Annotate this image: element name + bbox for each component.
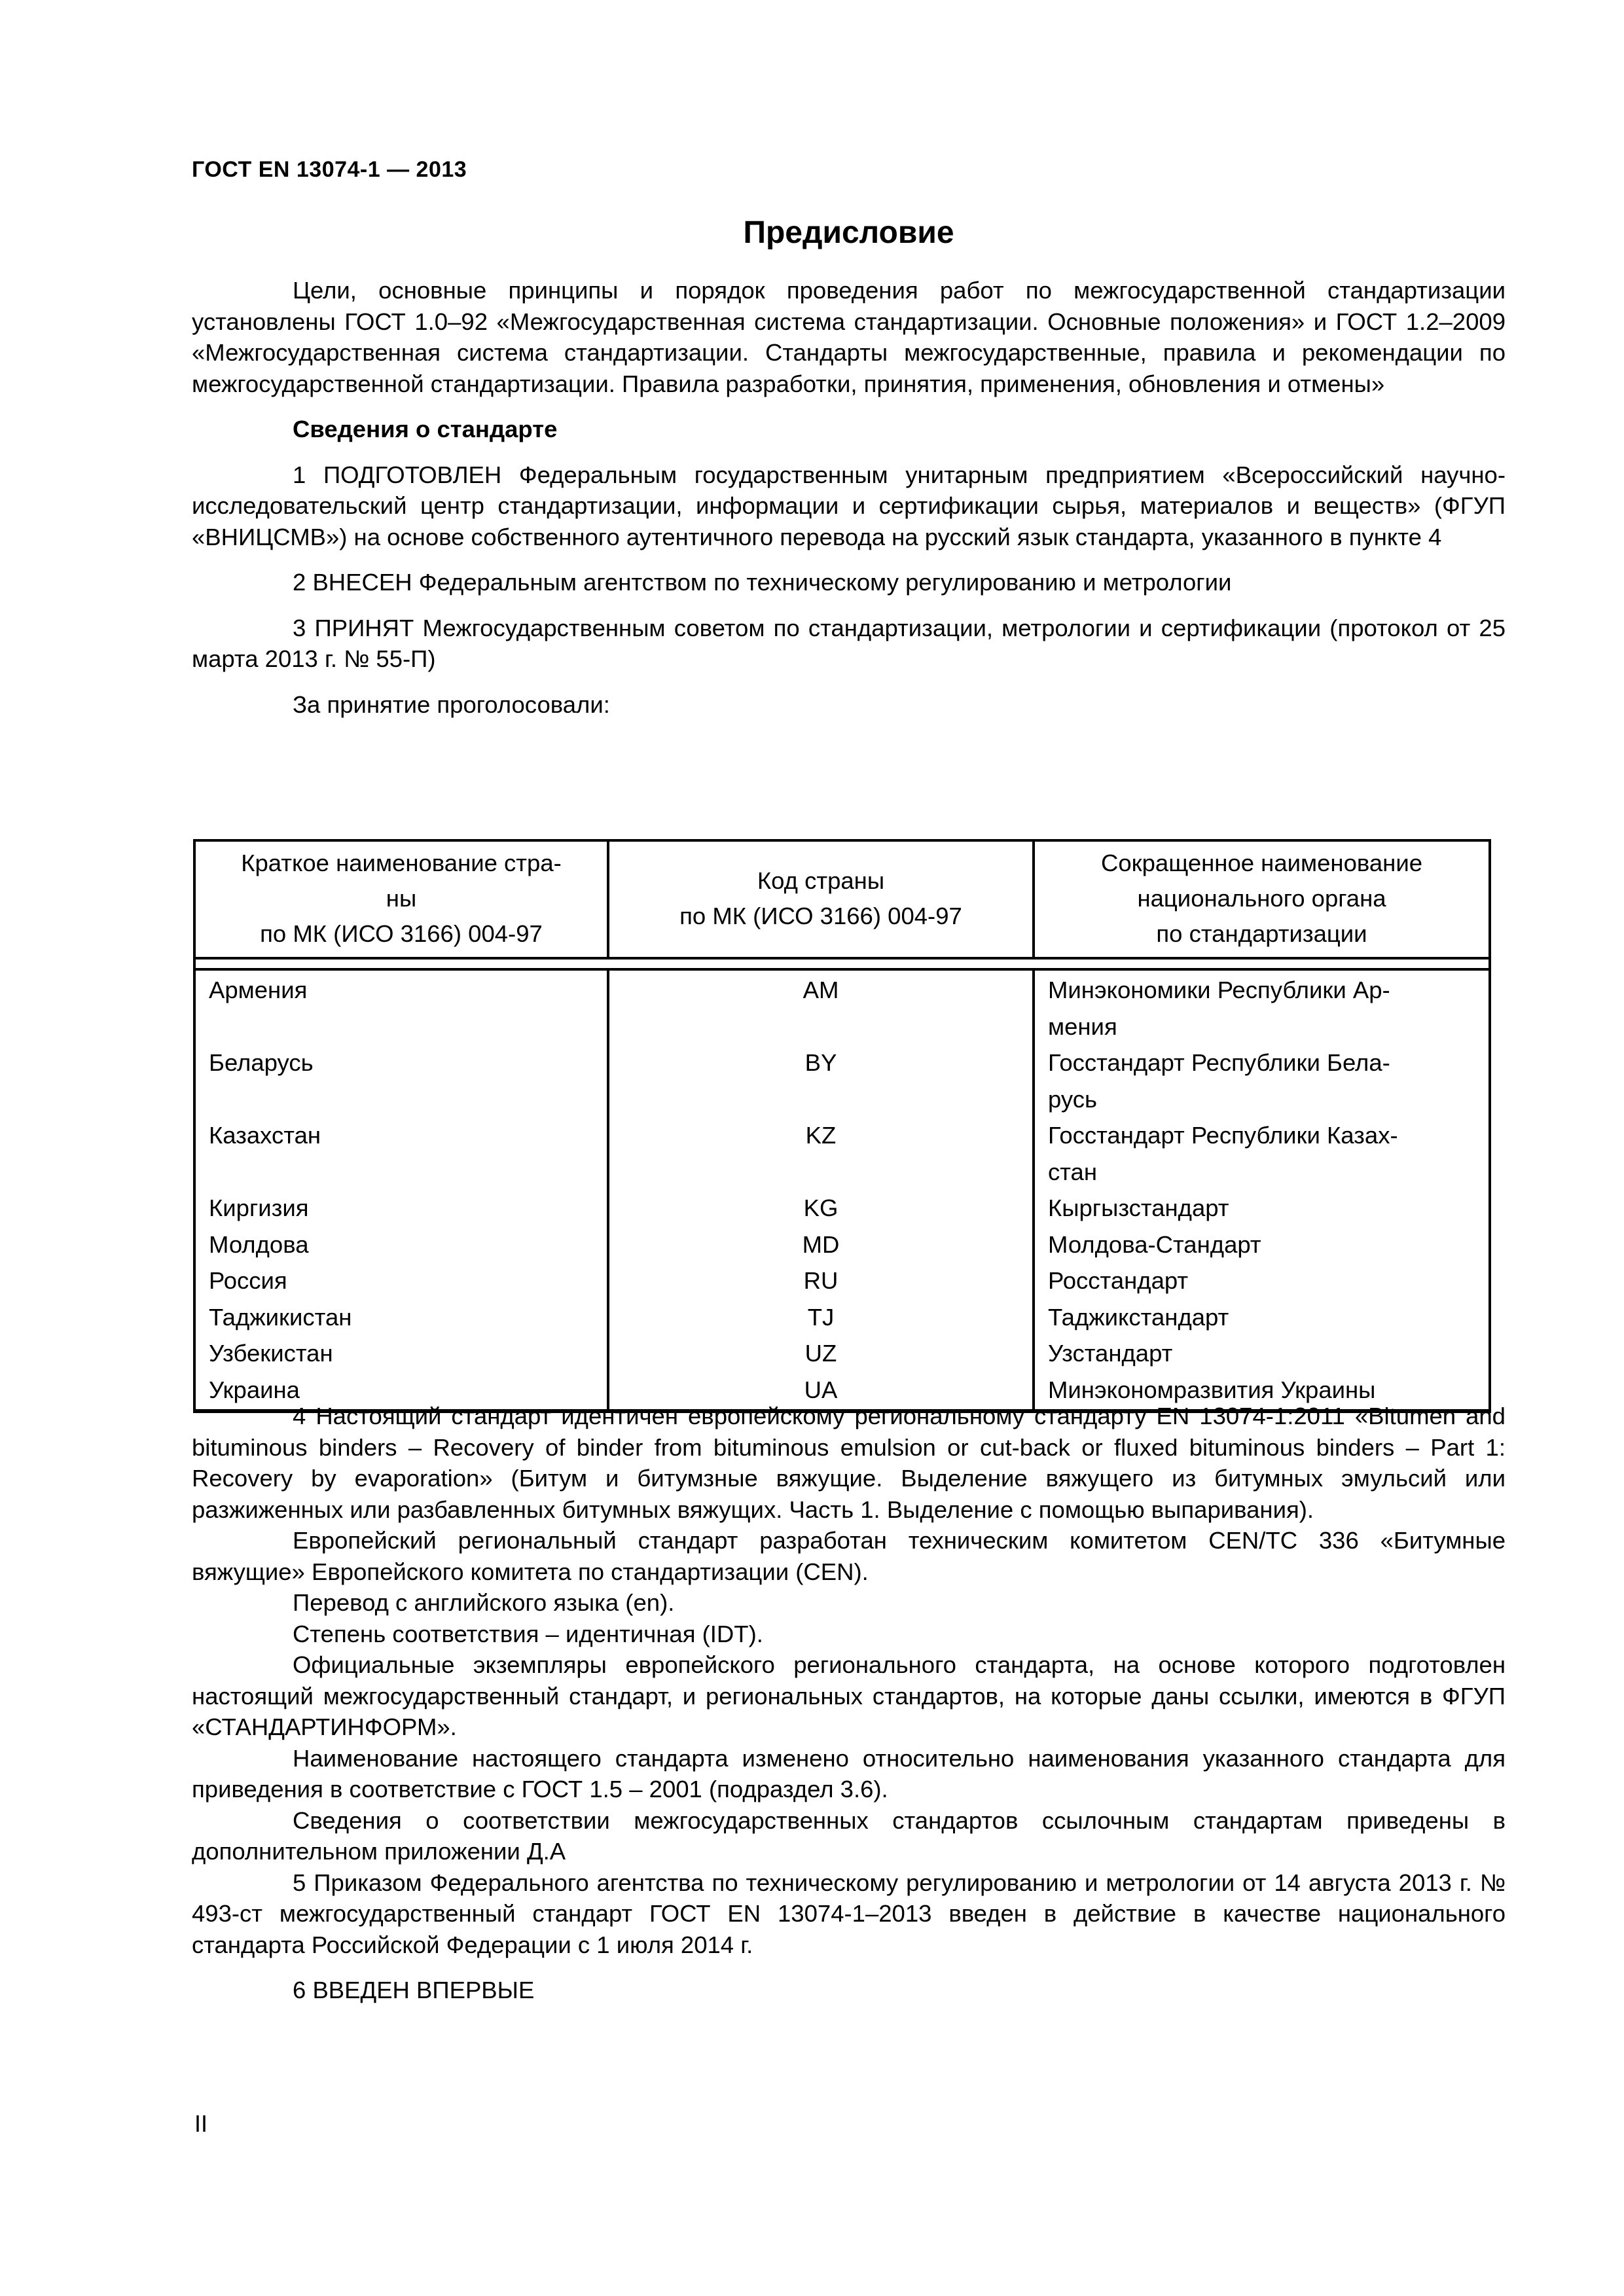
table-row [194,1045,1490,1117]
table-row [194,1190,1490,1227]
voting-table [193,839,1491,1413]
cell-org: Минэкономразвития Украины [1034,1372,1490,1412]
voted-label: За принятие проголосовали: [293,691,610,718]
table-row [194,1117,1490,1190]
committee-paragraph: Европейский региональный стандарт разработан техническим комитетом CEN/TC 336 «Битумные вяжущие» Европейского комитета по стандартизации (CEN). [192,1527,1506,1585]
cell-org: Госстандарт Республики Казах- стан [1034,1117,1490,1190]
cell-code: TJ [608,1299,1034,1336]
table-row [194,969,1490,1045]
table-row [194,1299,1490,1336]
conformity-paragraph: Степень соответствия – идентичная (IDT). [293,1620,763,1647]
cell-code: AM [608,969,1034,1045]
cell-code: BY [608,1045,1034,1117]
table-header-row [194,840,1490,958]
cell-code: KG [608,1190,1034,1227]
item-6-introduced: 6 ВВЕДЕН ВПЕРВЫЕ [293,1977,535,2003]
item-3-adopted: 3 ПРИНЯТ Межгосударственным советом по стандартизации, метрологии и сертификации (протокол от 25 марта 2013 г. № 55-П) [192,614,1506,672]
document-code-header: ГОСТ EN 13074-1 — 2013 [192,157,467,182]
header-double-rule [194,958,1490,969]
header-country-code: Код страны по МК (ИСО 3166) 004-97 [608,840,1034,958]
voting-table-container [193,839,1489,1413]
standard-info-heading: Сведения о стандарте [293,416,558,442]
section-4-block [192,1401,1506,2006]
cell-org: Кыргызстандарт [1034,1190,1490,1227]
translation-paragraph: Перевод с английского языка (en). [293,1589,675,1616]
cell-country: Казахстан [194,1117,608,1190]
page-number: II [194,2110,208,2137]
page-title: Предисловие [743,215,954,250]
table-row [194,1263,1490,1299]
cell-code: MD [608,1227,1034,1263]
cell-org: Росстандарт [1034,1263,1490,1299]
cell-country: Таджикистан [194,1299,608,1336]
cell-code: RU [608,1263,1034,1299]
cell-country: Киргизия [194,1190,608,1227]
cell-code: UA [608,1372,1034,1412]
cell-org: Таджикстандарт [1034,1299,1490,1336]
table-row [194,1227,1490,1263]
header-country-name: Краткое наименование стра- ны по МК (ИСО 3166) 004-97 [194,840,608,958]
cell-code: UZ [608,1335,1034,1372]
item-5-order: 5 Приказом Федерального агентства по техническому регулированию и метрологии от 14 августа 2013 г. № 493-ст межгосударственный стандарт ГОСТ EN 13074-1–2013 введен в действие в качестве национального стандарта Российской Федерации с 1 июля 2014 г. [192,1869,1506,1958]
cell-country: Украина [194,1372,608,1412]
cell-country: Молдова [194,1227,608,1263]
cell-country: Узбекистан [194,1335,608,1372]
cell-org: Минэкономики Республики Ар- мения [1034,969,1490,1045]
item-4-identical: 4 Настоящий стандарт идентичен европейскому региональному стандарту EN 13074-1:2011 «Bitumen and bituminous binders – Recovery of binder from bituminous emulsion or cut-back or fluxed bituminous binders – Part 1: Recovery by evaporation» (Битум и битумзные вяжущие. Выделение вяжущего из битумных эмульсий или разжиженных или разбавленных битумных вяжущих. Часть 1. Выделение с помощью выпаривания). [192,1403,1506,1523]
intro-block [192,275,1506,720]
copies-paragraph: Официальные экземпляры европейского регионального стандарта, на основе которого подготовлен настоящий межгосударственный стандарт, и региональных стандартов, на которые даны ссылки, имеются в ФГУП «СТАНДАРТИНФОРМ». [192,1651,1506,1740]
name-change-paragraph: Наименование настоящего стандарта изменено относительно наименования указанного стандарта для приведения в соответствие с ГОСТ 1.5 – 2001 (подраздел 3.6). [192,1744,1506,1803]
intro-paragraph: Цели, основные принципы и порядок проведения работ по межгосударственной стандартизации установлены ГОСТ 1.0–92 «Межгосударственная система стандартизации. Основные положения» и ГОСТ 1.2–2009 «Межгосударственная система стандартизации. Стандарты межгосударственные, правила и рекомендации по межгосударственной стандартизации. Правила разработки, принятия, применения, обновления и отмены» [192,277,1506,397]
cell-country: Беларусь [194,1045,608,1117]
cell-org: Молдова-Стандарт [1034,1227,1490,1263]
cell-code: KZ [608,1117,1034,1190]
item-2-submitted: 2 ВНЕСЕН Федеральным агентством по техническому регулированию и метрологии [293,569,1232,596]
cell-country: Россия [194,1263,608,1299]
header-national-body: Сокращенное наименование национального органа по стандартизации [1034,840,1490,958]
table-row [194,1335,1490,1372]
cell-org: Госстандарт Республики Бела- русь [1034,1045,1490,1117]
item-1-prepared: 1 ПОДГОТОВЛЕН Федеральным государственным унитарным предприятием «Всероссийский научно-исследовательский центр стандартизации, информации и сертификации сырья, материалов и веществ» (ФГУП «ВНИЦСМВ») на основе собственного аутентичного перевода на русский язык стандарта, указанного в пункте 4 [192,461,1506,550]
cell-country: Армения [194,969,608,1045]
cell-org: Узстандарт [1034,1335,1490,1372]
annex-paragraph: Сведения о соответствии межгосударственных стандартов ссылочным стандартам приведены в дополнительном приложении Д.А [192,1806,1506,1865]
